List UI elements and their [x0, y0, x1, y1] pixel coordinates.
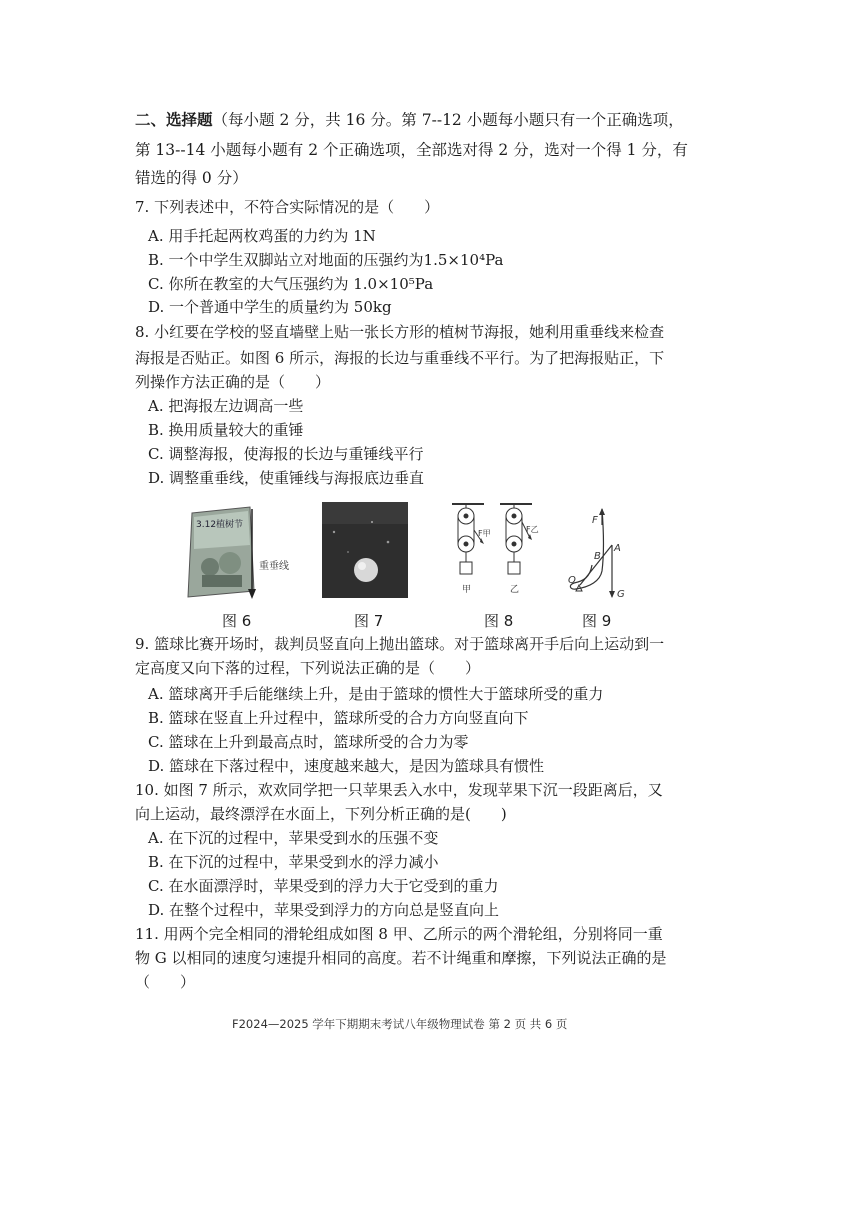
q10-option-b: B. 在下沉的过程中，苹果受到水的浮力减小	[148, 853, 439, 871]
fig8-label-right: 乙	[510, 585, 520, 595]
q7-stem: 7. 下列表述中，不符合实际情况的是（ ）	[135, 198, 440, 216]
figure-7	[322, 502, 408, 598]
q7-option-c: C. 你所在教室的大气压强约为 1.0×10⁵Pa	[148, 275, 434, 293]
apple-in-water-photo	[322, 502, 408, 598]
page-footer: F2024—2025 学年下期期末考试八年级物理试卷 第 2 页 共 6 页	[232, 1017, 568, 1031]
section-title: 二、选择题	[135, 110, 213, 129]
fig9-label-A: A	[614, 543, 621, 554]
fig6-plumb-label: 重垂线	[259, 561, 289, 572]
section-header-line1	[135, 110, 684, 130]
q7-option-d: D. 一个普通中学生的质量约为 50kg	[148, 298, 392, 316]
q11-stem-3: （ ）	[135, 973, 196, 991]
q9-option-b: B. 篮球在竖直上升过程中，篮球所受的合力方向竖直向下	[148, 709, 529, 727]
q8-option-b: B. 换用质量较大的重锤	[148, 421, 304, 439]
section-intro-1: （每小题 2 分，共 16 分。第 7--12 小题每小题只有一个正确选项，	[212, 111, 684, 129]
q10-stem-1: 10. 如图 7 所示，欢欢同学把一只苹果丢入水中，发现苹果下沉一段距离后，又	[135, 781, 663, 799]
q10-option-d: D. 在整个过程中，苹果受到浮力的方向总是竖直向上	[148, 901, 500, 919]
q9-stem-2: 定高度又向下落的过程，下列说法正确的是（ ）	[135, 659, 481, 677]
q9-option-d: D. 篮球在下落过程中，速度越来越大，是因为篮球具有惯性	[148, 757, 545, 775]
fig8-force-right: F乙	[526, 525, 539, 534]
figure-8	[448, 500, 548, 600]
q11-stem-1: 11. 用两个完全相同的滑轮组成如图 8 甲、乙所示的两个滑轮组，分别将同一重	[135, 925, 663, 943]
q10-option-a: A. 在下沉的过程中，苹果受到水的压强不变	[148, 829, 439, 847]
q8-option-a: A. 把海报左边调高一些	[148, 397, 304, 415]
fig8-caption: 图 8	[484, 612, 514, 630]
q8-option-c: C. 调整海报，使海报的长边与重锤线平行	[148, 445, 424, 463]
foot-lever-diagram	[562, 505, 642, 605]
fig9-label-F: F	[592, 515, 598, 526]
figure-6	[180, 505, 290, 605]
q9-option-c: C. 篮球在上升到最高点时，篮球所受的合力为零	[148, 733, 469, 751]
fig8-label-left: 甲	[462, 585, 472, 595]
q8-stem-2: 海报是否贴正。如图 6 所示，海报的长边与重垂线不平行。为了把海报贴正，下	[135, 349, 665, 367]
fig7-caption: 图 7	[354, 612, 384, 630]
section-intro-2: 第 13--14 小题每小题有 2 个正确选项，全部选对得 2 分，选对一个得 1 分，有	[135, 141, 688, 159]
q10-option-c: C. 在水面漂浮时，苹果受到的浮力大于它受到的重力	[148, 877, 499, 895]
q7-option-a: A. 用手托起两枚鸡蛋的力约为 1N	[148, 227, 376, 245]
fig8-force-left: F甲	[478, 529, 491, 538]
fig6-caption: 图 6	[222, 612, 252, 630]
q11-stem-2: 物 G 以相同的速度匀速提升相同的高度。若不计绳重和摩擦，下列说法正确的是	[135, 949, 667, 967]
q8-option-d: D. 调整重垂线，使重锤线与海报底边垂直	[148, 469, 425, 487]
figure-9	[562, 505, 642, 605]
section-intro-3: 错选的得 0 分）	[135, 169, 248, 187]
q8-stem-1: 8. 小红要在学校的竖直墙壁上贴一张长方形的植树节海报，她利用重垂线来检查	[135, 323, 665, 341]
q8-stem-3: 列操作方法正确的是（ ）	[135, 373, 331, 391]
fig6-poster-title: 3.12植树节	[196, 520, 244, 530]
fig9-label-B: B	[594, 551, 601, 562]
q10-stem-2: 向上运动，最终漂浮在水面上，下列分析正确的是( )	[135, 805, 507, 823]
fig9-label-O: O	[568, 575, 576, 586]
fig9-label-G: G	[617, 589, 625, 600]
q7-option-b: B. 一个中学生双脚站立对地面的压强约为1.5×10⁴Pa	[148, 251, 504, 269]
q9-option-a: A. 篮球离开手后能继续上升，是由于篮球的惯性大于篮球所受的重力	[148, 685, 604, 703]
q9-stem-1: 9. 篮球比赛开场时，裁判员竖直向上抛出篮球。对于篮球离开手后向上运动到一	[135, 635, 665, 653]
fig9-caption: 图 9	[582, 612, 612, 630]
